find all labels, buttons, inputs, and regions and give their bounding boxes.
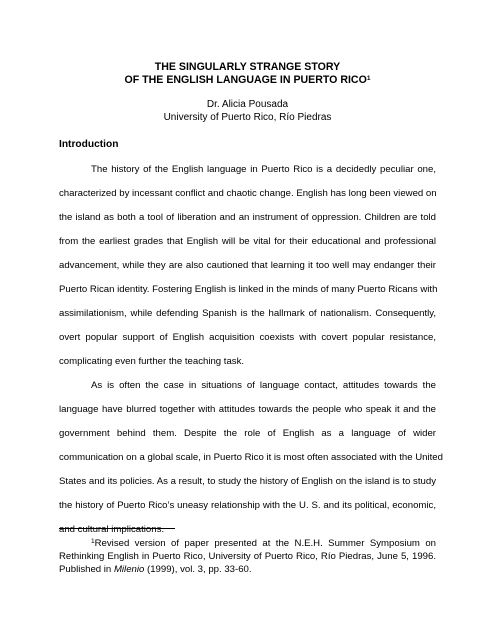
footnote-text-1: Revised version of paper presented at the N.E.H. Summer Symposium on	[94, 538, 436, 549]
footnote-text-3-before: Published in	[59, 564, 114, 575]
paragraph-1-line: characterized by incessant conflict and chaotic change. English has long been viewed on	[59, 188, 437, 199]
paragraph-2-line: language have blurred together with attitudes towards the people who speak it and the	[59, 404, 436, 415]
paragraph-2-line: and cultural implications.	[59, 524, 165, 535]
footnote-marker: 1	[91, 538, 95, 545]
title-text-2: OF THE ENGLISH LANGUAGE IN PUERTO RICO	[124, 74, 367, 86]
paragraph-1-line: the island as both a tool of liberation and an instrument of oppression. Children are told	[59, 212, 436, 223]
title-line-2	[0, 73, 495, 88]
footnote-text-3-after: (1999), vol. 3, pp. 33-60.	[144, 564, 252, 575]
footnote-line-3	[59, 564, 436, 576]
paragraph-1-line: complicating even further the teaching task.	[59, 356, 245, 367]
paragraph-1-line: assimilationism, while defending Spanish is the hallmark of nationalism. Consequently,	[59, 308, 436, 319]
footnote-line-1	[91, 538, 436, 550]
footnote-separator	[59, 528, 175, 529]
paragraph-2-line: government behind them. Despite the role of English as a language of wider	[59, 428, 436, 439]
journal-title: Milenio	[113, 564, 145, 575]
paragraph-2-line: the history of Puerto Rico’s uneasy relationship with the U. S. and its political, economic,	[59, 500, 436, 511]
paragraph-1-line: from the earliest grades that English will be vital for their educational and professional	[59, 236, 436, 247]
paragraph-2-line: communication on a global scale, in Puerto Rico it is most often associated with the United	[59, 452, 443, 463]
footnote-line-2: Rethinking English in Puerto Rico, University of Puerto Rico, Río Piedras, June 5, 1996.	[59, 551, 436, 562]
title-footnote-marker[interactable]: 1	[366, 75, 371, 82]
paragraph-1-line: Puerto Rican identity. Fostering English is linked in the minds of many Puerto Ricans with	[59, 284, 438, 295]
paragraph-1-line: advancement, while they are also cautioned that learning it too well may endanger their	[59, 260, 436, 271]
author-affiliation: University of Puerto Rico, Río Piedras	[163, 112, 332, 123]
author-name: Dr. Alicia Pousada	[206, 99, 289, 110]
paragraph-1-line: overt popular support of English acquisition coexists with covert popular resistance,	[59, 332, 436, 343]
section-heading: Introduction	[59, 139, 119, 150]
paragraph-2-line: States and its policies. As a result, to study the history of English on the island is to study	[59, 476, 436, 487]
paragraph-2-line: As is often the case in situations of language contact, attitudes towards the	[91, 380, 436, 391]
title-text-1: THE SINGULARLY STRANGE STORY	[154, 61, 341, 73]
paragraph-1-line: The history of the English language in Puerto Rico is a decidedly peculiar one,	[91, 164, 436, 175]
